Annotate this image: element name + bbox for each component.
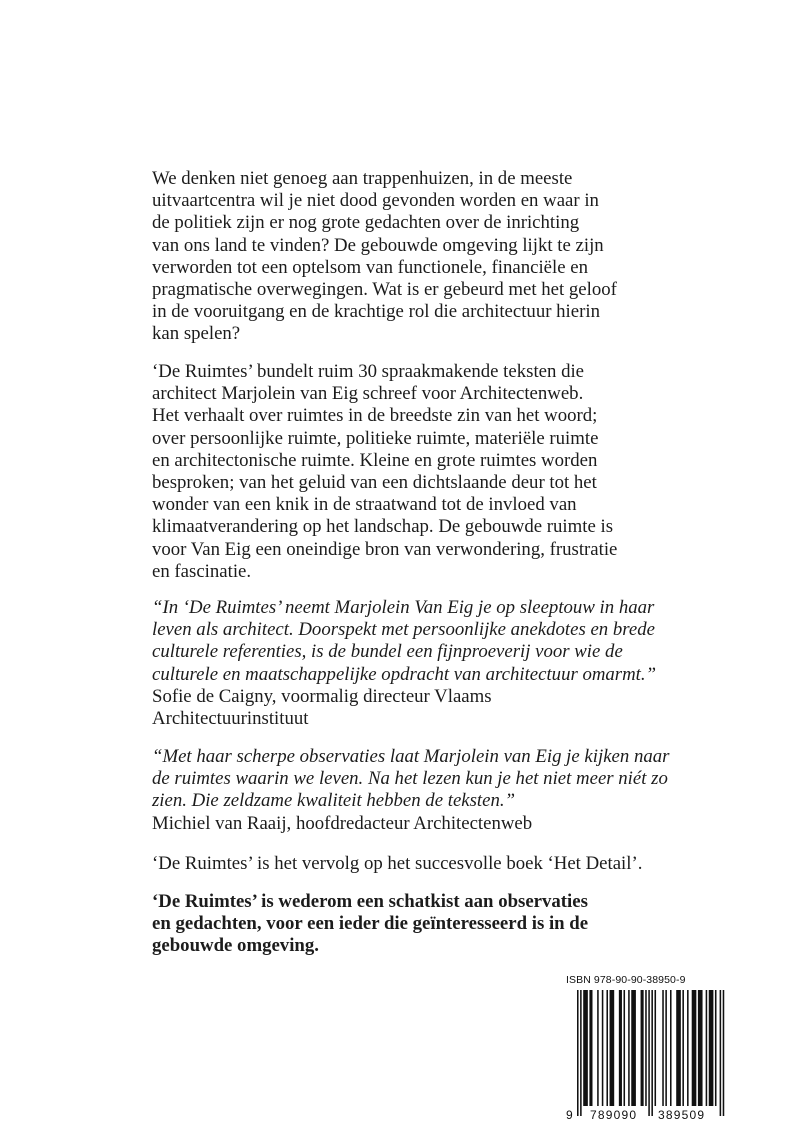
barcode-bar [698, 990, 703, 1106]
barcode-bar [692, 990, 697, 1106]
barcode-bar [709, 990, 714, 1106]
text-line: ‘De Ruimtes’ is wederom een schatkist aan observaties [152, 891, 588, 912]
barcode-bar [624, 990, 626, 1106]
text-line: voor Van Eig een oneindige bron van verwondering, frustratie [152, 538, 618, 560]
barcode-guard-bar [580, 990, 582, 1116]
text-line: pragmatische overwegingen. Wat is er gebeurd met het geloof [152, 279, 617, 301]
barcode-guard-bar [648, 990, 650, 1116]
quote-line: “Met haar scherpe observaties laat Marjolein van Eig je kijken naar [152, 746, 670, 767]
barcode-bar [706, 990, 708, 1106]
paragraph-sequel [152, 853, 672, 875]
barcode-digits-left: 789090 [590, 1108, 638, 1122]
quote-line: zien. Die zeldzame kwaliteit hebben de teksten.” [152, 790, 516, 812]
barcode-bar [606, 990, 608, 1106]
quote-line: “In ‘De Ruimtes’ neemt Marjolein Van Eig je op sleeptouw in haar [152, 597, 655, 618]
barcode-bar [589, 990, 592, 1106]
quote-van-raaij [152, 746, 672, 835]
barcode-bar [682, 990, 684, 1106]
barcode-bar [619, 990, 622, 1106]
barcode-bar [583, 990, 588, 1106]
text-line: van ons land te vinden? De gebouwde omgeving lijkt te zijn [152, 234, 604, 256]
quote-line: leven als architect. Doorspekt met persoonlijke anekdotes en brede [152, 619, 655, 641]
barcode-bar [676, 990, 681, 1106]
isbn-barcode [562, 974, 730, 1124]
text-line: gebouwde omgeving. [152, 935, 319, 957]
barcode-digit-first: 9 [566, 1108, 574, 1122]
barcode-digits-right: 389509 [658, 1108, 706, 1122]
paragraph-description [152, 361, 672, 583]
text-line: uitvaartcentra wil je niet dood gevonden worden en waar in [152, 190, 599, 212]
paragraph-closing [152, 891, 672, 958]
barcode-bar [670, 990, 672, 1106]
barcode-bar [641, 990, 644, 1106]
barcode-bar [645, 990, 647, 1106]
barcode-bars [562, 974, 730, 1124]
barcode-bar [662, 990, 664, 1106]
text-line: Het verhaalt over ruimtes in de breedste zin van het woord; [152, 405, 598, 427]
barcode-guard-bar [577, 990, 579, 1116]
quote-line: culturele en maatschappelijke opdracht van architectuur omarmt.” [152, 663, 657, 685]
text-line: architect Marjolein van Eig schreef voor Architectenweb. [152, 383, 584, 405]
barcode-bar [715, 990, 717, 1106]
barcode-guard-bar [723, 990, 725, 1116]
quote-attribution: Architectuurinstituut [152, 708, 309, 730]
text-line: in de vooruitgang en de krachtige rol die architectuur hierin [152, 301, 600, 323]
quote-attribution: Sofie de Caigny, voormalig directeur Vlaams [152, 685, 492, 707]
text-line: verworden tot een optelsom van functionele, financiële en [152, 256, 588, 278]
text-line: kan spelen? [152, 323, 241, 345]
text-line: en architectonische ruimte. Kleine en grote ruimtes worden [152, 449, 598, 471]
barcode-bar [597, 990, 599, 1106]
barcode-bar [687, 990, 689, 1106]
quote-de-caigny [152, 597, 672, 730]
barcode-guard-bar [720, 990, 722, 1116]
barcode-bar [610, 990, 615, 1106]
text-line: en gedachten, voor een ieder die geïnteresseerd is in de [152, 913, 589, 935]
text-line: We denken niet genoeg aan trappenhuizen, in de meeste [152, 168, 573, 189]
barcode-bar [655, 990, 657, 1106]
text-line: besproken; van het geluid van een dichtslaande deur tot het [152, 472, 597, 494]
text-line: ‘De Ruimtes’ bundelt ruim 30 spraakmakende teksten die [152, 361, 585, 382]
isbn-label: ISBN 978-90-90-38950-9 [566, 974, 686, 986]
text-line: de politiek zijn er nog grote gedachten over de inrichting [152, 212, 580, 234]
text-line: en fascinatie. [152, 560, 252, 582]
quote-line: de ruimtes waarin we leven. Na het lezen kun je het niet meer niét zo [152, 768, 668, 790]
quote-attribution: Michiel van Raaij, hoofdredacteur Architectenweb [152, 812, 533, 834]
paragraph-intro [152, 168, 672, 346]
text-line: klimaatverandering op het landschap. De gebouwde ruimte is [152, 516, 614, 538]
quote-line: culturele referenties, is de bundel een fijnproeverij voor wie de [152, 641, 623, 663]
text-line: over persoonlijke ruimte, politieke ruimte, materiële ruimte [152, 427, 599, 449]
barcode-bar [628, 990, 630, 1106]
barcode-bar [602, 990, 604, 1106]
text-line: ‘De Ruimtes’ is het vervolg op het succesvolle boek ‘Het Detail’. [152, 853, 643, 874]
barcode-bar [631, 990, 636, 1106]
text-line: wonder van een knik in de straatwand tot de invloed van [152, 494, 577, 516]
barcode-guard-bar [651, 990, 653, 1116]
barcode-bar [665, 990, 667, 1106]
